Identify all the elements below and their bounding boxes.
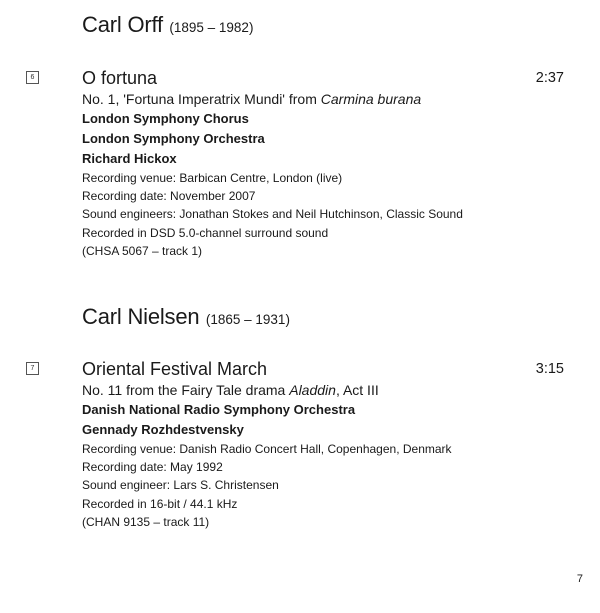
description-text: No. 1, 'Fortuna Imperatrix Mundi' from	[82, 91, 321, 107]
page-number: 7	[576, 573, 583, 585]
performer: London Symphony Chorus	[82, 111, 249, 126]
conductor: Richard Hickox	[82, 151, 177, 166]
composer-name: Carl Orff	[82, 12, 163, 37]
track-duration: 2:37	[535, 70, 564, 86]
track-title: Oriental Festival March	[82, 359, 268, 379]
recording-detail: Recording date: May 1992	[82, 460, 223, 475]
recording-detail: Sound engineer: Lars S. Christensen	[82, 478, 279, 493]
recording-detail: Sound engineers: Jonathan Stokes and Neil Hutchinson, Classic Sound	[82, 207, 463, 222]
work-title: Aladdin	[289, 382, 336, 398]
track-number-box: 7	[26, 362, 39, 375]
composer-name: Carl Nielsen	[82, 304, 200, 329]
description-text: No. 11 from the Fairy Tale drama	[82, 382, 290, 398]
performer: London Symphony Orchestra	[82, 131, 265, 146]
track-entry	[82, 358, 572, 531]
track-title: O fortuna	[82, 68, 158, 88]
track-entry	[82, 67, 572, 260]
performer: Danish National Radio Symphony Orchestra	[82, 402, 356, 417]
track-description	[82, 89, 572, 109]
track-number-box: 6	[26, 71, 39, 84]
composer-heading	[82, 304, 290, 330]
recording-detail: Recorded in DSD 5.0-channel surround sound	[82, 225, 329, 240]
recording-detail: Recording venue: Barbican Centre, London (live)	[82, 171, 343, 185]
catalogue-reference: (CHSA 5067 – track 1)	[82, 243, 203, 258]
composer-dates: (1865 – 1931)	[205, 312, 290, 327]
description-suffix: , Act III	[335, 382, 379, 398]
composer-heading	[82, 12, 253, 38]
composer-dates: (1895 – 1982)	[169, 20, 254, 35]
catalogue-reference: (CHAN 9135 – track 11)	[82, 514, 210, 529]
track-description	[82, 380, 572, 400]
recording-detail: Recording venue: Danish Radio Concert Hall, Copenhagen, Denmark	[82, 442, 452, 456]
recording-detail: Recorded in 16-bit / 44.1 kHz	[82, 496, 238, 511]
work-title: Carmina burana	[320, 91, 422, 107]
track-duration: 3:15	[535, 361, 564, 377]
conductor: Gennady Rozhdestvensky	[82, 422, 244, 437]
recording-detail: Recording date: November 2007	[82, 189, 256, 204]
